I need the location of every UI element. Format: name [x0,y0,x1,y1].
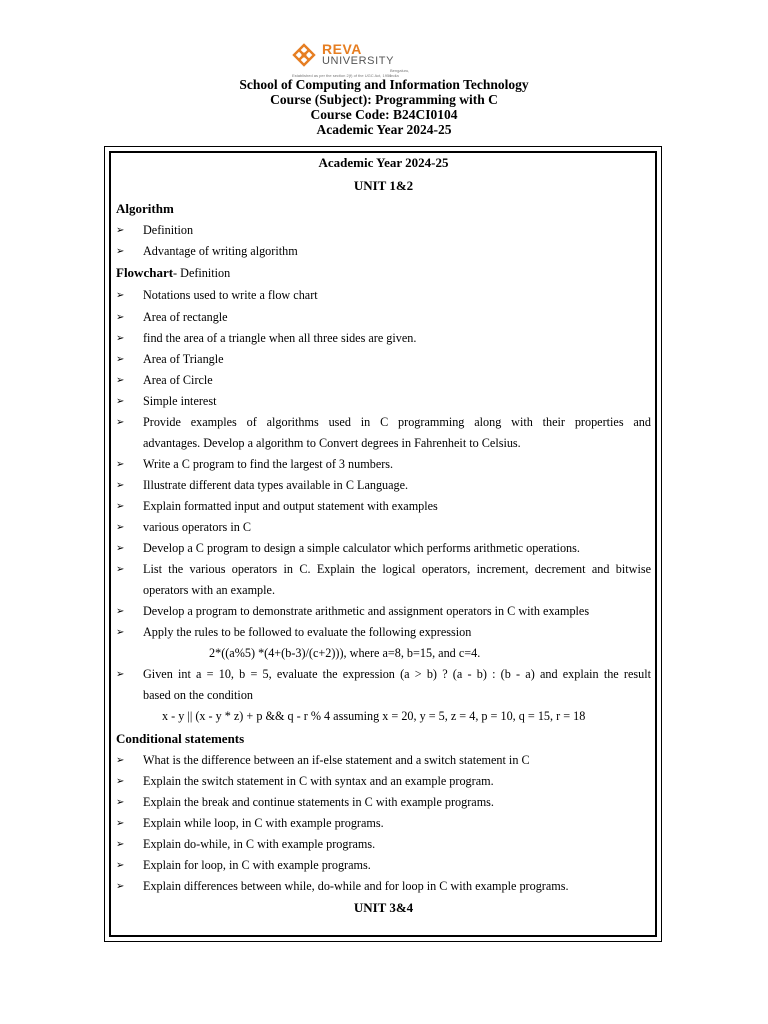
bullet-arrow-icon: ➢ [116,312,125,323]
box-year-title: Academic Year 2024-25 [318,155,449,170]
bullet-arrow-icon: ➢ [116,839,125,850]
bullet-arrow-icon: ➢ [116,755,125,766]
bullet-arrow-icon: ➢ [116,543,125,554]
course-name: Course (Subject): Programming with C [270,92,498,107]
logo-established: Established as per the section 2(f) of the UGC Act, 1956 [292,73,392,78]
page-header [0,77,768,137]
bullet-arrow-icon: ➢ [116,881,125,892]
bullet-arrow-icon: ➢ [116,669,125,680]
bullet-arrow-icon: ➢ [116,246,125,257]
logo-name: REVA [322,41,362,57]
bullet-arrow-icon: ➢ [116,480,125,491]
logo-university: UNIVERSITY [322,55,395,67]
bullet-arrow-icon: ➢ [116,459,125,470]
university-logo [292,40,412,80]
bullet-arrow-icon: ➢ [116,564,125,575]
bullet-arrow-icon: ➢ [116,396,125,407]
bullet-arrow-icon: ➢ [116,606,125,617]
bullet-arrow-icon: ➢ [116,290,125,301]
flowchart-heading: Flowchart- Definition [116,265,231,280]
school-name: School of Computing and Information Technology [239,77,529,92]
reva-emblem-icon [292,43,316,67]
bullet-arrow-icon: ➢ [116,354,125,365]
bullet-arrow-icon: ➢ [116,501,125,512]
unit-1-2-heading: UNIT 1&2 [353,178,414,193]
expression-2: x - y || (x - y * z) + p && q - r % 4 assuming x = 20, y = 5, z = 4, p = 10, q = 15, r = 18 [162,709,586,723]
bullet-arrow-icon: ➢ [116,797,125,808]
logo-location: Bengaluru, India [390,68,410,78]
course-code: Course Code: B24CI0104 [310,107,458,122]
bullet-arrow-icon: ➢ [116,522,125,533]
bullet-arrow-icon: ➢ [116,225,125,236]
bullet-arrow-icon: ➢ [116,333,125,344]
bullet-arrow-icon: ➢ [116,417,125,428]
bullet-arrow-icon: ➢ [116,776,125,787]
bullet-arrow-icon: ➢ [116,375,125,386]
conditional-heading: Conditional statements [116,731,245,746]
bullet-arrow-icon: ➢ [116,860,125,871]
unit-3-4-heading: UNIT 3&4 [353,900,414,915]
academic-year: Academic Year 2024-25 [316,122,452,137]
bullet-arrow-icon: ➢ [116,818,125,829]
algorithm-heading: Algorithm [116,201,174,216]
expression-1: 2*((a%5) *(4+(b-3)/(c+2))), where a=8, b=15, and c=4. [209,646,481,660]
bullet-arrow-icon: ➢ [116,627,125,638]
